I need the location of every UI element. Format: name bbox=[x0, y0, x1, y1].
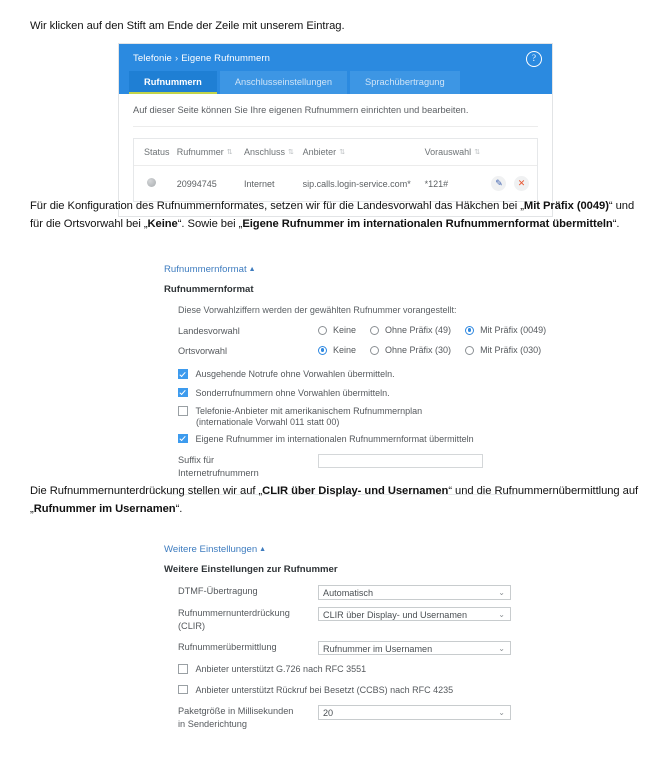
paketgroesse-label-line1: Paketgröße in Millisekunden bbox=[178, 706, 294, 716]
ortsvorwahl-option-mit-praefix[interactable] bbox=[465, 345, 541, 355]
radio-icon[interactable] bbox=[370, 346, 379, 355]
p2-text-e: “. bbox=[612, 217, 620, 230]
clir-label-line2: (CLIR) bbox=[178, 620, 206, 631]
table-row bbox=[134, 166, 537, 202]
clir-row bbox=[178, 607, 544, 633]
column-header-rufnummer[interactable] bbox=[177, 139, 244, 166]
checkbox-row-sonderrufnummern[interactable] bbox=[178, 387, 544, 400]
sort-icon[interactable]: ⇅ bbox=[474, 149, 481, 157]
suffix-label bbox=[178, 454, 318, 480]
weitere-einstellungen-title: Weitere Einstellungen zur Rufnummer bbox=[164, 564, 338, 575]
radio-icon[interactable] bbox=[465, 346, 474, 355]
tab-anschlusseinstellungen[interactable]: Anschlusseinstellungen bbox=[220, 71, 347, 94]
tab-rufnummern[interactable]: Rufnummern bbox=[129, 71, 217, 94]
weitere-einstellungen-panel bbox=[164, 544, 544, 731]
checkbox-label-g726: Anbieter unterstützt G.726 nach RFC 3551 bbox=[195, 664, 367, 674]
cell-anschluss: Internet bbox=[243, 178, 275, 189]
router-ui-screenshot bbox=[118, 43, 553, 217]
radio-icon-selected[interactable] bbox=[465, 326, 474, 335]
landesvorwahl-option-mit-praefix-label: Mit Präfix (0049) bbox=[480, 325, 547, 335]
suffix-label-line1: Suffix für bbox=[178, 455, 215, 465]
p3-text-a: Die Rufnummernunterdrückung stellen wir auf „ bbox=[30, 485, 263, 497]
paketgroesse-row bbox=[178, 705, 544, 731]
paketgroesse-label-line2: in Senderichtung bbox=[178, 719, 247, 729]
ortsvorwahl-label: Ortsvorwahl bbox=[178, 346, 228, 356]
rufnummern-table bbox=[134, 139, 537, 201]
ortsvorwahl-radio-group bbox=[318, 345, 555, 355]
cell-rufnummer: 20994745 bbox=[176, 178, 217, 189]
radio-icon-selected[interactable] bbox=[318, 346, 327, 355]
p2-text-a: Für die Konfiguration des Rufnummernformates, setzen wir für die Landesvorwahl das Häkchen bei „ bbox=[30, 200, 524, 212]
checkbox-icon[interactable] bbox=[178, 664, 188, 674]
paketgroesse-select[interactable] bbox=[318, 705, 511, 720]
chevron-down-icon[interactable]: ⌄ bbox=[498, 588, 505, 597]
landesvorwahl-label: Landesvorwahl bbox=[178, 326, 240, 336]
column-header-anbieter-label: Anbieter bbox=[302, 147, 337, 157]
landesvorwahl-option-ohne-praefix[interactable] bbox=[370, 325, 451, 335]
p3-text-c: “ und die Rufnummernübermittlung auf „ bbox=[30, 485, 639, 515]
chevron-down-icon[interactable]: ⌄ bbox=[498, 708, 505, 717]
ortsvorwahl-option-keine-label: Keine bbox=[333, 345, 357, 355]
column-header-vorauswahl-label: Vorauswahl bbox=[424, 147, 472, 157]
suffix-input[interactable] bbox=[318, 454, 483, 468]
landesvorwahl-row bbox=[178, 325, 547, 338]
delete-x-icon[interactable]: ✕ bbox=[514, 176, 529, 191]
landesvorwahl-option-mit-praefix[interactable] bbox=[465, 325, 546, 335]
rufnummeruebermittlung-select-value: Rufnummer im Usernamen bbox=[323, 643, 433, 654]
tab-bar bbox=[119, 71, 552, 94]
breadcrumb-current: Eigene Rufnummern bbox=[181, 53, 271, 64]
intro-paragraph bbox=[30, 18, 648, 36]
checkbox-label-sonderrufnummern: Sonderrufnummern ohne Vorwahlen übermitteln. bbox=[195, 387, 390, 398]
column-header-actions bbox=[486, 139, 537, 166]
edit-pencil-icon[interactable]: ✎ bbox=[491, 176, 506, 191]
rufnummernformat-link-label: Rufnummernformat bbox=[164, 264, 247, 275]
column-header-anschluss[interactable] bbox=[244, 139, 303, 166]
ortsvorwahl-row bbox=[178, 345, 544, 358]
rufnummernformat-panel bbox=[164, 264, 547, 495]
dtmf-row bbox=[178, 585, 544, 600]
rufnummernformat-section-link[interactable] bbox=[164, 264, 544, 275]
p2-bold-eigene-rufnummer: Eigene Rufnummer im internationalen Rufnummernformat übermitteln bbox=[242, 217, 613, 230]
rufnummernformat-title: Rufnummernformat bbox=[164, 284, 254, 295]
radio-icon[interactable] bbox=[370, 326, 379, 335]
column-header-anschluss-label: Anschluss bbox=[243, 147, 286, 157]
breadcrumb-root[interactable]: Telefonie bbox=[133, 53, 172, 64]
rufnummernformat-hint: Diese Vorwahlziffern werden der gewählten Rufnummer vorangestellt: bbox=[178, 305, 457, 315]
rufnummeruebermittlung-label: Rufnummerübermittlung bbox=[178, 641, 277, 652]
sort-icon[interactable]: ⇅ bbox=[288, 149, 294, 157]
clir-select-value: CLIR über Display- und Usernamen bbox=[323, 609, 468, 620]
checkbox-row-g726[interactable] bbox=[178, 663, 544, 676]
breadcrumb bbox=[119, 44, 552, 71]
suffix-row bbox=[178, 454, 544, 480]
collapse-caret-icon[interactable]: ▲ bbox=[248, 266, 256, 273]
checkbox-icon-checked[interactable] bbox=[178, 388, 188, 398]
weitere-einstellungen-link-label: Weitere Einstellungen bbox=[164, 544, 258, 555]
ortsvorwahl-option-mit-praefix-label: Mit Präfix (030) bbox=[480, 345, 542, 355]
column-header-status bbox=[134, 139, 177, 166]
format-instruction-paragraph bbox=[30, 198, 648, 233]
checkbox-label-ccbs: Anbieter unterstützt Rückruf bei Besetzt (CCBS) nach RFC 4235 bbox=[195, 684, 454, 695]
dtmf-label: DTMF-Übertragung bbox=[178, 586, 258, 596]
cell-anbieter: sip.calls.login-service.com* bbox=[302, 178, 411, 189]
dtmf-select-value: Automatisch bbox=[323, 588, 374, 598]
clir-label bbox=[178, 607, 318, 633]
table-header-row bbox=[134, 139, 537, 166]
ortsvorwahl-option-ohne-praefix-label: Ohne Präfix (30) bbox=[385, 345, 452, 355]
ortsvorwahl-option-keine[interactable] bbox=[318, 345, 356, 355]
status-indicator-icon bbox=[147, 178, 156, 187]
rufnummeruebermittlung-select[interactable] bbox=[318, 641, 511, 656]
clir-instruction-paragraph bbox=[30, 483, 648, 518]
checkbox-label-internationales-format: Eigene Rufnummer im internationalen Rufnummernformat übermitteln bbox=[195, 433, 474, 444]
rufnummern-table-wrapper bbox=[133, 138, 538, 202]
chevron-down-icon[interactable]: ⌄ bbox=[498, 643, 505, 653]
landesvorwahl-option-keine-label: Keine bbox=[333, 325, 357, 335]
rufnummeruebermittlung-row bbox=[178, 641, 544, 656]
sort-icon[interactable]: ⇅ bbox=[339, 149, 346, 157]
cell-status bbox=[134, 166, 177, 202]
p3-text-d: “. bbox=[175, 502, 183, 515]
column-header-vorauswahl[interactable] bbox=[425, 139, 487, 166]
p3-bold-rufnummer-username: Rufnummer im Usernamen bbox=[33, 502, 176, 515]
checkbox-row-internationales-format[interactable] bbox=[178, 433, 544, 446]
column-header-anbieter[interactable] bbox=[303, 139, 425, 166]
paketgroesse-label bbox=[178, 705, 318, 731]
landesvorwahl-option-keine[interactable] bbox=[318, 325, 356, 335]
sort-icon[interactable]: ⇅ bbox=[226, 149, 233, 157]
cell-vorauswahl: *121# bbox=[424, 178, 449, 189]
checkbox-icon[interactable] bbox=[178, 406, 188, 416]
column-header-status-label: Status bbox=[144, 147, 170, 157]
p2-bold-mit-praefix: Mit Präfix (0049) bbox=[523, 200, 609, 212]
checkbox-row-notrufe[interactable] bbox=[178, 368, 544, 381]
checkbox-label-notrufe: Ausgehende Notrufe ohne Vorwahlen übermitteln. bbox=[195, 369, 395, 379]
checkbox-label-amerikanisch: Telefonie-Anbieter mit amerikanischem Rufnummernplan bbox=[195, 406, 423, 416]
p2-text-d: “. Sowie bei „ bbox=[177, 217, 243, 230]
checkbox-row-ccbs[interactable] bbox=[178, 684, 544, 697]
collapse-caret-icon[interactable]: ▲ bbox=[259, 546, 267, 553]
chevron-down-icon[interactable]: ⌄ bbox=[498, 609, 505, 619]
help-icon[interactable]: ? bbox=[526, 51, 542, 67]
breadcrumb-separator: › bbox=[174, 53, 179, 64]
cell-actions bbox=[486, 166, 537, 202]
clir-label-line1: Rufnummernunterdrückung bbox=[178, 607, 290, 618]
intro-paragraph-text: Wir klicken auf den Stift am Ende der Zeile mit unserem Eintrag. bbox=[30, 20, 345, 32]
dtmf-select[interactable] bbox=[318, 585, 511, 600]
p3-bold-clir: CLIR über Display- und Usernamen bbox=[262, 485, 449, 497]
p2-bold-keine: Keine bbox=[147, 217, 178, 230]
page-description: Auf dieser Seite können Sie Ihre eigenen Rufnummern einrichten und bearbeiten. bbox=[133, 94, 538, 127]
checkbox-icon-checked[interactable] bbox=[178, 369, 188, 379]
router-header bbox=[119, 44, 552, 94]
clir-select[interactable] bbox=[318, 607, 511, 622]
weitere-einstellungen-section-link[interactable] bbox=[164, 544, 544, 555]
suffix-label-line2: Internetrufnummern bbox=[178, 468, 259, 478]
p2-text-c: “ und für die Ortsvorwahl bei „ bbox=[30, 200, 635, 230]
checkbox-icon[interactable] bbox=[178, 685, 188, 695]
ortsvorwahl-option-ohne-praefix[interactable] bbox=[370, 345, 451, 355]
landesvorwahl-radio-group bbox=[318, 325, 560, 335]
checkbox-icon-checked[interactable] bbox=[178, 434, 188, 444]
checkbox-subnote-internationale-vorwahl: (internationale Vorwahl 011 statt 00) bbox=[196, 416, 340, 427]
paketgroesse-select-value: 20 bbox=[323, 708, 334, 718]
radio-icon[interactable] bbox=[318, 326, 327, 335]
landesvorwahl-option-ohne-praefix-label: Ohne Präfix (49) bbox=[385, 325, 452, 335]
column-header-rufnummer-label: Rufnummer bbox=[176, 147, 224, 157]
tab-sprachuebertragung[interactable]: Sprachübertragung bbox=[350, 71, 460, 94]
